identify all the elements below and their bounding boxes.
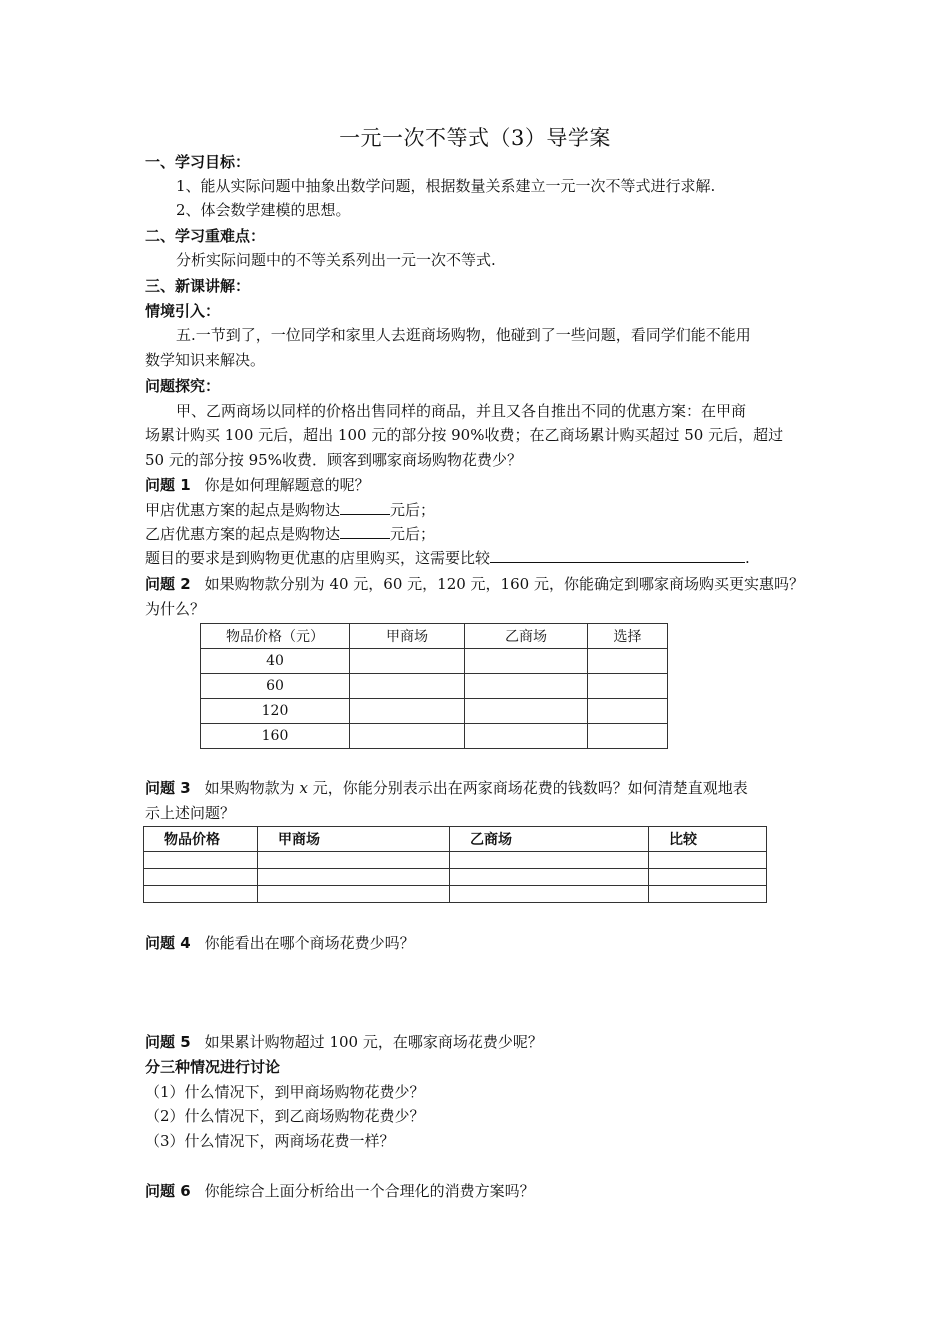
answer-blank[interactable] [340, 523, 390, 539]
expression-table [143, 826, 767, 903]
table-row [144, 869, 767, 886]
fill-line-b [145, 522, 825, 546]
fill-line-text: 乙店优惠方案的起点是购物达 [145, 525, 341, 543]
question-1 [145, 473, 825, 497]
question-text: 你是如何理解题意的呢？ [204, 476, 370, 494]
section-heading-objectives: 一、学习目标： [145, 153, 251, 171]
table-row [144, 886, 767, 903]
page-title: 一元一次不等式（3）导学案 [339, 126, 611, 150]
table-header: 乙商场 [450, 827, 649, 852]
question-text: 你能综合上面分析给出一个合理化的消费方案吗？ [204, 1182, 535, 1200]
answer-blank[interactable] [490, 547, 745, 563]
question-text: 你能看出在哪个商场花费少吗？ [204, 934, 415, 952]
explore-text: 场累计购买 100 元后，超出 100 元的部分按 90%收费；在乙商场累计购买超过 50 元后，超过 [145, 426, 784, 444]
question-label: 问题 3 [145, 779, 191, 797]
price-comparison-table [200, 623, 668, 749]
answer-blank[interactable] [340, 499, 390, 515]
case-item: （1）什么情况下，到甲商场购物花费少？ [145, 1083, 425, 1101]
question-label: 问题 4 [145, 934, 191, 952]
table-header: 选择 [588, 624, 668, 649]
fill-line-text: 元后； [390, 501, 436, 519]
table-row [201, 699, 668, 724]
table-cell[interactable] [350, 649, 465, 674]
cases-heading: 分三种情况进行讨论 [145, 1058, 281, 1076]
question-4 [145, 931, 825, 955]
table-cell: 40 [201, 649, 350, 674]
explore-text: 50 元的部分按 95%收费．顾客到哪家商场购物花费少？ [145, 451, 522, 469]
table-header-row [201, 624, 668, 649]
table-cell[interactable] [144, 886, 258, 903]
table-header: 乙商场 [465, 624, 588, 649]
table-cell[interactable] [350, 724, 465, 749]
fill-line-text: 元后； [390, 525, 436, 543]
table-header: 甲商场 [350, 624, 465, 649]
question-label: 问题 5 [145, 1033, 191, 1051]
table-cell[interactable] [465, 724, 588, 749]
question-text: 如果购物款分别为 40 元，60 元，120 元，160 元，你能确定到哪家商场购买更实惠吗？ [204, 575, 804, 593]
table-header: 甲商场 [258, 827, 450, 852]
case-item: （2）什么情况下，到乙商场购物花费少？ [145, 1107, 425, 1125]
table-header-row [144, 827, 767, 852]
table-cell[interactable] [144, 869, 258, 886]
table-cell[interactable] [649, 886, 767, 903]
fill-line-text: 甲店优惠方案的起点是购物达 [145, 501, 341, 519]
question-text: 如果购物款为 [204, 779, 300, 797]
table-header: 比较 [649, 827, 767, 852]
table-cell[interactable] [465, 674, 588, 699]
fill-line-c [145, 546, 825, 570]
question-text-cont: 示上述问题？ [145, 804, 236, 822]
table-cell[interactable] [649, 852, 767, 869]
table-row [201, 674, 668, 699]
section-heading-lesson: 三、新课讲解： [145, 277, 251, 295]
table-row [144, 852, 767, 869]
question-6 [145, 1179, 825, 1203]
table-cell[interactable] [465, 649, 588, 674]
question-text: 如果累计购物超过 100 元，在哪家商场花费少呢？ [204, 1033, 543, 1051]
table-cell[interactable] [144, 852, 258, 869]
question-2 [145, 572, 825, 596]
question-label: 问题 1 [145, 476, 191, 494]
intro-heading: 情境引入： [145, 302, 221, 320]
question-label: 问题 2 [145, 575, 191, 593]
intro-text: 五.一节到了，一位同学和家里人去逛商场购物，他碰到了一些问题，看同学们能不能用 [176, 326, 751, 344]
table-cell[interactable] [450, 869, 649, 886]
table-cell[interactable] [588, 674, 668, 699]
question-text: 元，你能分别表示出在两家商场花费的钱数吗？如何清楚直观地表 [307, 779, 748, 797]
table-row [201, 649, 668, 674]
explore-text: 甲、乙两商场以同样的价格出售同样的商品，并且又各自推出不同的优惠方案：在甲商 [176, 402, 747, 420]
case-item: （3）什么情况下，两商场花费一样？ [145, 1132, 395, 1150]
table-cell[interactable] [258, 852, 450, 869]
table-row [201, 724, 668, 749]
table-cell[interactable] [588, 699, 668, 724]
section-heading-key-points: 二、学习重难点： [145, 227, 266, 245]
table-cell[interactable] [465, 699, 588, 724]
question-5 [145, 1030, 825, 1054]
fill-line-text: . [745, 549, 750, 567]
table-cell: 60 [201, 674, 350, 699]
table-cell[interactable] [450, 852, 649, 869]
table-cell[interactable] [350, 674, 465, 699]
objective-item: 2、体会数学建模的思想。 [176, 201, 351, 219]
intro-text: 数学知识来解决。 [145, 351, 266, 369]
question-label: 问题 6 [145, 1182, 191, 1200]
table-cell: 120 [201, 699, 350, 724]
question-3 [145, 776, 825, 800]
table-cell: 160 [201, 724, 350, 749]
table-cell[interactable] [450, 886, 649, 903]
explore-heading: 问题探究： [145, 377, 221, 395]
table-header: 物品价格 [144, 827, 258, 852]
table-cell[interactable] [649, 869, 767, 886]
table-header: 物品价格（元） [201, 624, 350, 649]
table-cell[interactable] [258, 869, 450, 886]
fill-line-a [145, 498, 825, 522]
question-text-cont: 为什么？ [145, 600, 206, 618]
table-cell[interactable] [258, 886, 450, 903]
variable-x: x [299, 779, 308, 797]
table-cell[interactable] [588, 724, 668, 749]
table-cell[interactable] [350, 699, 465, 724]
objective-item: 1、能从实际问题中抽象出数学问题，根据数量关系建立一元一次不等式进行求解. [176, 177, 716, 195]
table-cell[interactable] [588, 649, 668, 674]
fill-line-text: 题目的要求是到购物更优惠的店里购买，这需要比较 [145, 549, 491, 567]
key-points-text: 分析实际问题中的不等关系列出一元一次不等式. [176, 251, 496, 269]
